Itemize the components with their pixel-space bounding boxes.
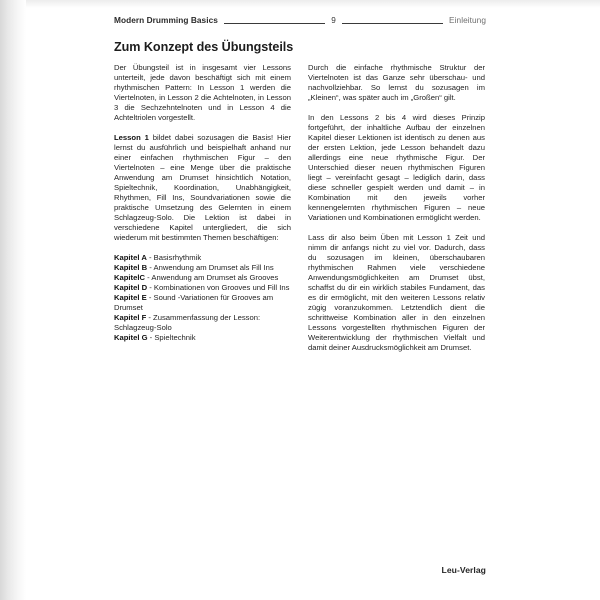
kapitel-label: Kapitel B xyxy=(114,262,148,272)
kapitel-label: Kapitel A xyxy=(114,252,147,262)
left-column xyxy=(114,63,291,343)
lesson-one-lead-in: Lesson 1 xyxy=(114,132,149,142)
lesson-one-body: bildet dabei sozusagen die Basis! Hier lernst du ausführlich und beispielhaft anhand nur einer einfachen rhythmischen Figur – den Viertelnoten – eine Menge über die praktische Anwendung am Drumset hinsichtlich Notation, Spieltechnik, Koordination, Unabhängigkeit, Rhythmen, Fill Ins, Soundvariationen sowie die praktische Umsetzung des Gelernten in einem Schlagzeug-Solo. Die Lektion ist dabei in verschiedene Kapitel untergliedert, die sich wiederum mit bestimmten Themen beschäftigen: xyxy=(114,132,292,243)
paragraph-intro: Der Übungsteil ist in insgesamt vier Lessons unterteilt, jede davon beschäftigt sich mit einem rhythmischen Pattern: In Lesson 1 werden die Viertelnoten, in Lesson 2 die Achtelnoten, in Lesson 3 die Sechzehntelnoten und in Lesson 4 die Achteltriolen vorgestellt. xyxy=(114,63,291,123)
kapitel-label: KapitelC xyxy=(114,272,145,282)
kapitel-label: Kapitel D xyxy=(114,282,148,292)
running-head-section: Einleitung xyxy=(449,14,486,25)
kapitel-item xyxy=(114,263,291,273)
paragraph-simple-structure: Durch die einfache rhythmische Struktur der Viertelnoten ist das Ganze sehr überschau- und nachvollziehbar. So lernst du sozusagen im „Kleinen“, was später auch im „Großen“ gilt. xyxy=(308,63,485,103)
publisher-imprint: Leu-Verlag xyxy=(441,565,486,575)
kapitel-label: Kapitel E xyxy=(114,292,147,302)
kapitel-list xyxy=(114,253,291,343)
running-head-rule-left xyxy=(224,23,325,24)
page-top-shadow xyxy=(0,0,600,8)
kapitel-description: - Zusammenfassung der Lesson: Schlagzeug-Solo xyxy=(114,313,261,333)
page-footer xyxy=(114,560,486,578)
kapitel-description: - Spieltechnik xyxy=(147,333,196,343)
page-title: Zum Konzept des Übungsteils xyxy=(114,40,294,54)
paragraph-lesson-one xyxy=(114,133,291,244)
kapitel-item xyxy=(114,333,291,343)
kapitel-item xyxy=(114,313,291,333)
running-head-book-title: Modern Drumming Basics xyxy=(114,14,218,25)
kapitel-description: - Anwendung am Drumset als Fill Ins xyxy=(147,262,274,272)
kapitel-label: Kapitel G xyxy=(114,333,148,343)
kapitel-label: Kapitel F xyxy=(114,313,147,323)
right-column xyxy=(308,63,485,353)
paragraph-lessons-two-to-four: In den Lessons 2 bis 4 wird dieses Prinzip fortgeführt, der inhaltliche Aufbau der einzelnen Kapitel dieser Lektionen ist identisch zu denen aus der ersten Lektion, jede Lesson behandelt dazu allerdings eine neue rhythmische Figur. Der Unterschied dieser neuen rhythmischen Figuren liegt – vereinfacht gesagt – lediglich darin, dass diese schneller gespielt werden und damit – in Kombination mit den jeweils vorher kennengelernten rhythmischen Figuren – neue Variationen und Kombinationen ermöglicht werden. xyxy=(308,112,485,223)
page-content xyxy=(114,12,486,582)
kapitel-item xyxy=(114,283,291,293)
kapitel-description: - Sound -Variationen für Grooves am Drumset xyxy=(114,292,274,313)
kapitel-item xyxy=(114,293,291,313)
kapitel-description: - Basisrhythmik xyxy=(146,252,202,262)
running-head-rule-right xyxy=(342,23,443,24)
paragraph-practice-advice: Lass dir also beim Üben mit Lesson 1 Zeit und nimm dir anfangs nicht zu viel vor. Dadurch, dass du sozusagen im kleinen, überschaubaren rhythmischen Rahmen viele verschiedene Anwendungsmöglichkeiten am Drumset übst, schaffst du dir ein wirklich stabiles Fundament, das es dir ermöglicht, mit den weiteren Lessons relativ zügig voranzukommen. Letztendlich dient die schrittweise Kombination aller in den einzelnen Lessons vorgestellten rhythmischen Figuren der Weiterentwicklung der rhythmischen Vielfalt und damit deiner Ausdrucksmöglichkeit am Drumset. xyxy=(308,232,485,353)
kapitel-description: - Kombinationen von Grooves und Fill Ins xyxy=(147,282,290,292)
kapitel-item xyxy=(114,253,291,263)
body-columns xyxy=(114,63,486,353)
kapitel-description: - Anwendung am Drumset als Grooves xyxy=(145,272,279,282)
page-number: 9 xyxy=(331,16,336,25)
page-binding-shadow xyxy=(0,0,26,600)
kapitel-item xyxy=(114,273,291,283)
running-head xyxy=(114,12,486,27)
